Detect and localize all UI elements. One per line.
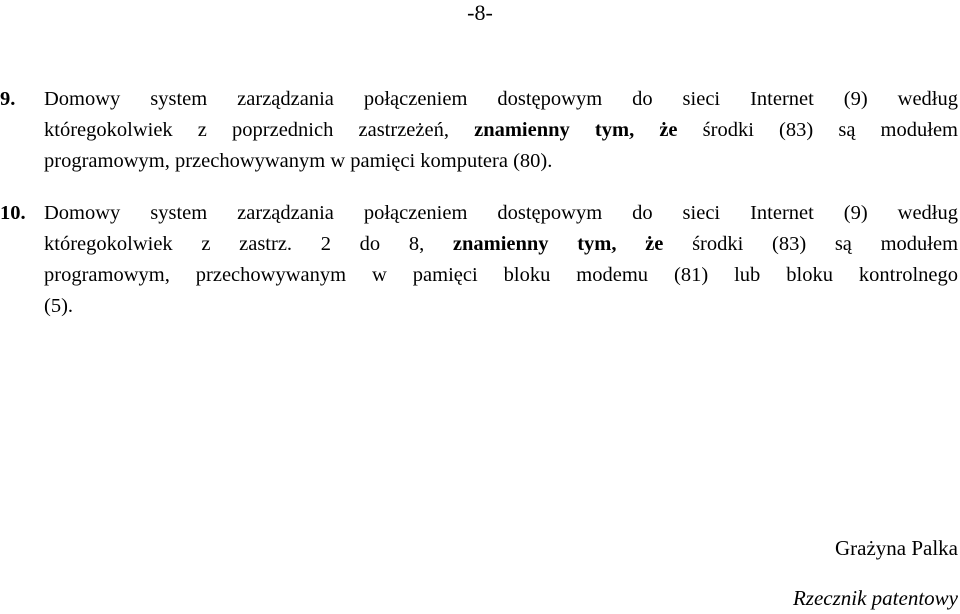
claim-10-number: 10. (0, 202, 26, 224)
claim-10 (0, 198, 958, 322)
claim-9 (0, 84, 958, 177)
claim-9-characterizing-phrase: znamienny tym, że (474, 119, 678, 141)
page-number: -8- (467, 0, 493, 25)
claim-9-line-2-c: środki (83) są modułem (677, 119, 958, 141)
claim-10-line-2-c: środki (83) są modułem (663, 233, 959, 255)
claim-10-line-2 (0, 229, 958, 260)
claim-10-characterizing-phrase: znamienny tym, że (452, 233, 664, 255)
claim-10-line-3: programowym, przechowywanym w pamięci bloku modemu (81) lub bloku kontrolnego (44, 264, 958, 286)
claim-10-line-1-text: Domowy system zarządzania połączeniem dostępowym do sieci Internet (9) według (44, 202, 958, 224)
signature-name: Grażyna Palka (834, 536, 958, 560)
claim-9-line-3: programowym, przechowywanym w pamięci komputera (80). (44, 150, 553, 172)
claim-10-line-1 (0, 198, 958, 229)
claim-9-line-1-text: Domowy system zarządzania połączeniem dostępowym do sieci Internet (9) według (44, 88, 958, 110)
claim-10-line-2-a: któregokolwiek z zastrz. 2 do 8, (44, 233, 453, 255)
claim-9-number: 9. (0, 88, 16, 110)
claim-10-line-4: (5). (44, 295, 74, 317)
claim-9-line-1 (0, 84, 958, 115)
signature-title: Rzecznik patentowy (792, 586, 958, 610)
claim-9-line-2-a: któregokolwiek z poprzednich zastrzeżeń, (44, 119, 475, 141)
claim-9-line-2 (0, 115, 958, 146)
